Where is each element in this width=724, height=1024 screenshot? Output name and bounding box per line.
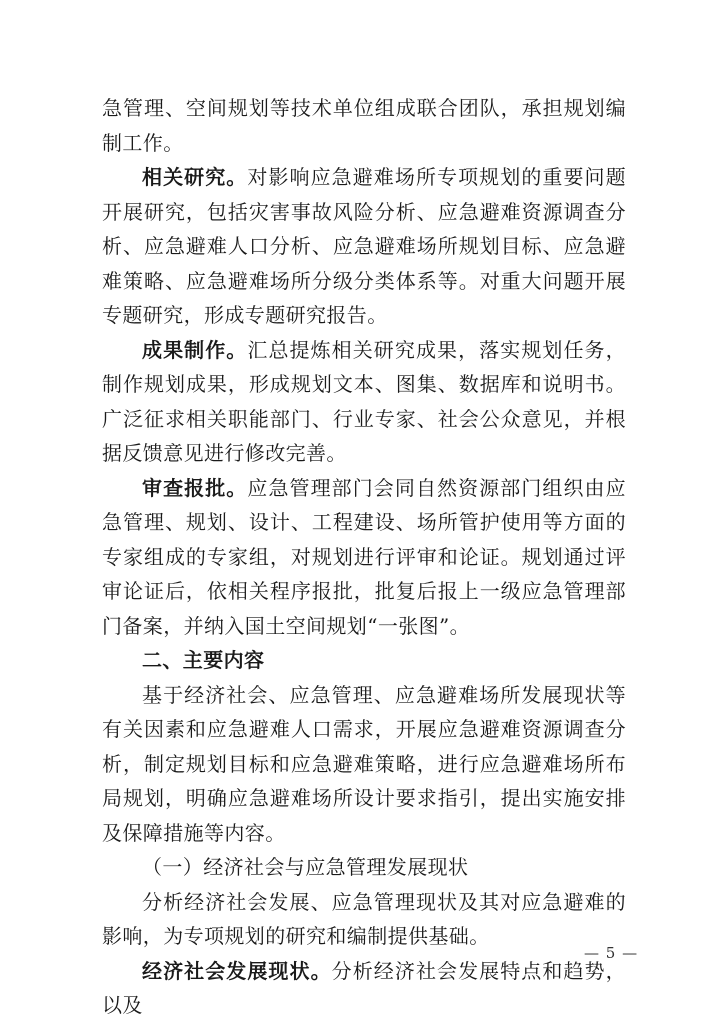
paragraph-economic-status bbox=[102, 954, 626, 1023]
run-in-heading-review-approval: 审查报批。 bbox=[142, 475, 248, 500]
paragraph-results-production bbox=[102, 333, 626, 471]
run-in-heading-results-production: 成果制作。 bbox=[142, 337, 248, 362]
paragraph-continuation: 急管理、空间规划等技术单位组成联合团队，承担规划编制工作。 bbox=[102, 96, 626, 155]
paragraph-text: 汇总提炼相关研究成果，落实规划任务，制作规划成果，形成规划文本、图集、数据库和说明书。广泛征求相关职能部门、行业专家、社会公众意见，并根据反馈意见进行修改完善。 bbox=[102, 337, 627, 465]
document-body bbox=[102, 91, 626, 1023]
paragraph-main-content: 基于经济社会、应急管理、应急避难场所发展现状等有关因素和应急避难人口需求，开展应急避难资源调查分析，制定规划目标和应急避难策略，进行应急避难场所布局规划，明确应急避难场所设计要求指引，提出实施安排及保障措施等内容。 bbox=[102, 682, 626, 845]
paragraph-text: 分析经济社会发展特点和趋势，以及 bbox=[102, 958, 626, 1017]
paragraph-text: 应急管理部门会同自然资源部门组织由应急管理、规划、设计、工程建设、场所管护使用等方面的专家组成的专家组，对规划进行评审和论证。规划通过评审论证后，依相关程序报批，批复后报上一级应急管理部门备案，并纳入国土空间规划“一张图”。 bbox=[102, 475, 627, 638]
paragraph-analysis: 分析经济社会发展、应急管理现状及其对应急避难的影响，为专项规划的研究和编制提供基础。 bbox=[102, 889, 626, 948]
paragraph-related-research bbox=[102, 160, 626, 333]
paragraph-review-approval bbox=[102, 471, 626, 644]
section-heading: 二、主要内容 bbox=[142, 648, 265, 672]
subsection-heading: （一）经济社会与应急管理发展现状 bbox=[142, 855, 469, 879]
run-in-heading-economic-status: 经济社会发展现状。 bbox=[142, 958, 332, 983]
run-in-heading-related-research: 相关研究。 bbox=[142, 165, 248, 189]
page-number: — 5 — bbox=[584, 944, 639, 962]
paragraph-text: 对影响应急避难场所专项规划的重要问题开展研究，包括灾害事故风险分析、应急避难资源调查分析、应急避难人口分析、应急避难场所规划目标、应急避难策略、应急避难场所分级分类体系等。对重大问题开展专题研究，形成专题研究报告。 bbox=[102, 165, 627, 327]
